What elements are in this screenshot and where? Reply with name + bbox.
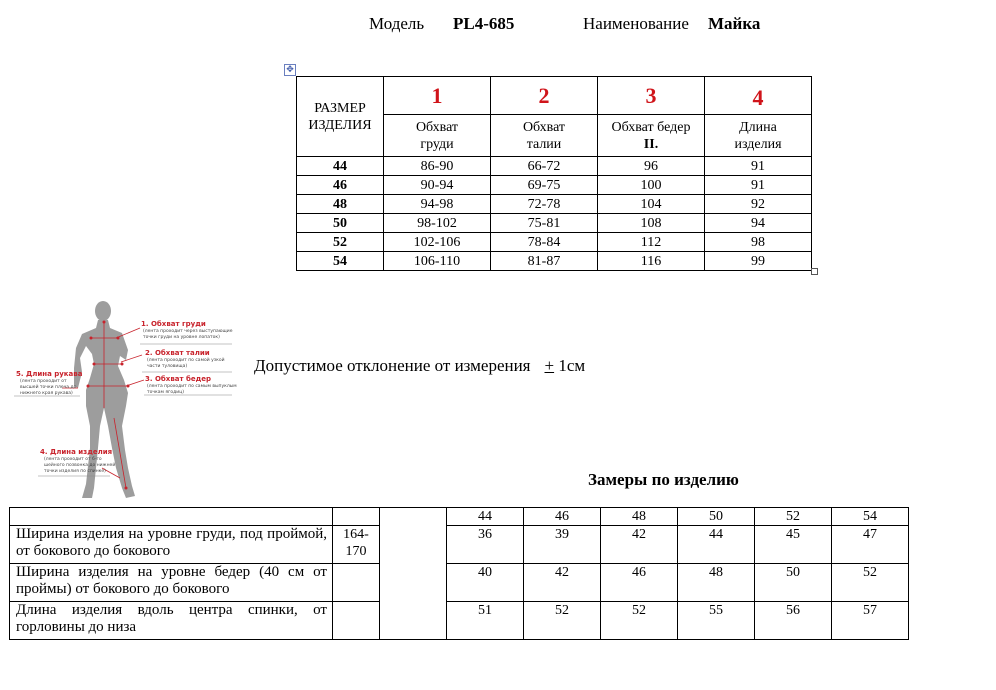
size-chart-table [296, 76, 812, 271]
column-number-1: 1 [384, 77, 491, 115]
length-note-line: (лента проходит от 6-го [44, 457, 102, 462]
column-number-4: 4 [705, 77, 812, 115]
table-row [297, 176, 812, 195]
measurement-figure [10, 298, 245, 503]
value-cell: 50 [755, 564, 832, 602]
waist-cell: 78-84 [491, 233, 598, 252]
size-header-cell: РАЗМЕР ИЗДЕЛИЯ [297, 77, 384, 157]
chest-cell: 94-98 [384, 195, 491, 214]
product-length-label: 4. Длина изделия [40, 448, 113, 456]
value-cell: 57 [832, 602, 909, 640]
measurement-description: Ширина изделия на уровне бедер (40 см от проймы) от бокового до бокового [10, 564, 333, 602]
column-header-waist [491, 115, 598, 157]
size-header-cell: 52 [755, 508, 832, 526]
column-header-chest [384, 115, 491, 157]
waist-cell: 75-81 [491, 214, 598, 233]
length-cell: 99 [705, 252, 812, 271]
hips-label: 3. Обхват бедер [145, 375, 212, 383]
value-cell: 52 [601, 602, 678, 640]
length-cell: 94 [705, 214, 812, 233]
chest-note-line: (лента проходит через выступающие [143, 329, 233, 334]
value-cell: 56 [755, 602, 832, 640]
measurement-description: Длина изделия вдоль центра спинки, от горловины до низа [10, 602, 333, 640]
measurement-description: Ширина изделия на уровне груди, под проймой, от бокового до бокового [10, 526, 333, 564]
chest-cell: 102-106 [384, 233, 491, 252]
tolerance-cell [333, 564, 380, 602]
value-cell: 47 [832, 526, 909, 564]
size-cell: 52 [297, 233, 384, 252]
chest-cell: 98-102 [384, 214, 491, 233]
value-cell: 45 [755, 526, 832, 564]
length-cell: 91 [705, 176, 812, 195]
waist-cell: 72-78 [491, 195, 598, 214]
table-row [297, 195, 812, 214]
waist-cell: 66-72 [491, 157, 598, 176]
table-row [297, 214, 812, 233]
value-cell: 55 [678, 602, 755, 640]
column-header-hips [598, 115, 705, 157]
size-cell: 50 [297, 214, 384, 233]
value-cell: 39 [524, 526, 601, 564]
waist-cell: 69-75 [491, 176, 598, 195]
size-cell: 48 [297, 195, 384, 214]
table-resize-handle[interactable] [811, 268, 818, 275]
value-cell: 40 [447, 564, 524, 602]
length-cell: 92 [705, 195, 812, 214]
size-cell: 54 [297, 252, 384, 271]
length-cell: 91 [705, 157, 812, 176]
size-cell: 46 [297, 176, 384, 195]
waist-cell: 81-87 [491, 252, 598, 271]
table-row [10, 508, 909, 526]
column-header-line: Обхват [522, 119, 566, 135]
sleeve-note-line: высшей точки плеча до [20, 385, 77, 390]
sleeve-note-line: (лента проходит от [20, 379, 67, 384]
value-cell: 42 [524, 564, 601, 602]
value-cell: 51 [447, 602, 524, 640]
table-row [297, 157, 812, 176]
waist-label: 2. Обхват талии [145, 349, 210, 357]
column-number-2: 2 [491, 77, 598, 115]
value-cell: 44 [678, 526, 755, 564]
empty-cell [333, 508, 380, 526]
plus-minus-sign: + [544, 356, 555, 375]
measurements-table [9, 507, 909, 640]
hips-note-line: точкам ягодиц) [147, 390, 185, 395]
column-header-line: груди [420, 136, 454, 152]
chest-note-line: точки груди на уровне лопаток) [143, 335, 220, 340]
table-row [10, 526, 909, 564]
length-cell: 98 [705, 233, 812, 252]
value-cell: 42 [601, 526, 678, 564]
size-header-cell: 50 [678, 508, 755, 526]
value-cell: 48 [678, 564, 755, 602]
column-header-length [705, 115, 812, 157]
size-header-cell: 46 [524, 508, 601, 526]
length-note-line: точки изделия по спинке) [44, 469, 106, 474]
table-row [10, 564, 909, 602]
hips-cell: 116 [598, 252, 705, 271]
hips-cell: 100 [598, 176, 705, 195]
hips-cell: 108 [598, 214, 705, 233]
tolerance-cell [333, 602, 380, 640]
column-header-line: Обхват бедер [611, 119, 691, 135]
chest-cell: 90-94 [384, 176, 491, 195]
chest-cell: 86-90 [384, 157, 491, 176]
column-header-line: II. [643, 136, 659, 152]
size-cell: 44 [297, 157, 384, 176]
chest-label: 1. Обхват груди [141, 320, 206, 328]
column-header-line: изделия [734, 136, 782, 152]
waist-note-line: (лента проходит по самой узкой [147, 358, 225, 363]
tolerance-cell: 164-170 [333, 526, 380, 564]
empty-column [380, 508, 447, 640]
table-row [297, 252, 812, 271]
measurements-title: Замеры по изделию [588, 470, 739, 489]
column-header-line: талии [526, 136, 562, 152]
sleeve-note-line: нижнего края рукава) [20, 391, 73, 396]
name-value: Майка [708, 14, 761, 33]
value-cell: 36 [447, 526, 524, 564]
hips-note-line: (лента проходит по самым выпуклым [147, 384, 237, 389]
column-header-line: Длина [739, 119, 777, 135]
size-header-cell: 48 [601, 508, 678, 526]
value-cell: 46 [601, 564, 678, 602]
chest-cell: 106-110 [384, 252, 491, 271]
tolerance-note [254, 356, 585, 376]
waist-note-line: части туловища) [147, 364, 188, 369]
model-label: Модель [369, 14, 425, 33]
length-note-line: шейного позвонка до нижней [44, 463, 116, 468]
table-row [10, 602, 909, 640]
value-cell: 52 [524, 602, 601, 640]
table-row [297, 233, 812, 252]
column-header-line: Обхват [415, 119, 459, 135]
size-header-cell: 44 [447, 508, 524, 526]
name-label: Наименование [583, 14, 689, 33]
hips-cell: 112 [598, 233, 705, 252]
value-cell: 52 [832, 564, 909, 602]
tolerance-text: Допустимое отклонение от измерения [254, 356, 531, 375]
column-number-3: 3 [598, 77, 705, 115]
tolerance-value: 1см [558, 356, 586, 375]
model-value: PL4-685 [453, 14, 515, 33]
sleeve-length-label: 5. Длина рукава [16, 370, 83, 378]
size-header-cell: 54 [832, 508, 909, 526]
table-move-handle-icon[interactable]: ✥ [284, 64, 296, 76]
hips-cell: 96 [598, 157, 705, 176]
empty-cell [10, 508, 333, 526]
hips-cell: 104 [598, 195, 705, 214]
